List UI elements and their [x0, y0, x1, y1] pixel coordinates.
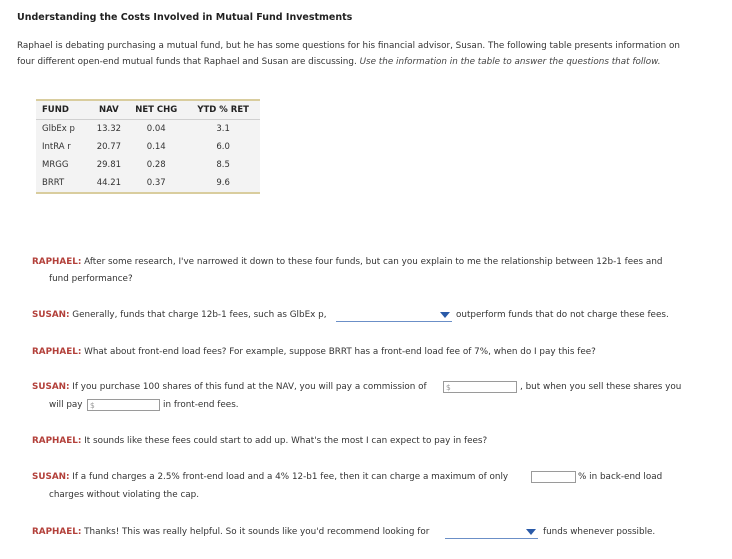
cell-fund: IntRA r — [42, 142, 71, 152]
table-row — [36, 156, 260, 174]
cell-net-chg: 0.28 — [146, 160, 166, 170]
question-text: After some research, I've narrowed it down to these four funds, but can you explain to me the relationship between 12b-1 fees and — [81, 257, 663, 267]
cell-fund: BRRT — [42, 178, 65, 188]
front-end-fee-input[interactable]: $ — [87, 399, 160, 411]
raphael-question-2 — [32, 343, 596, 361]
cell-net-chg: 0.37 — [146, 178, 166, 188]
table-row — [36, 120, 260, 139]
raphael-question-3 — [32, 432, 487, 450]
intro-line-1: Raphael is debating purchasing a mutual fund, but he has some questions for his financial advisor, Susan. The following table presents information on — [17, 41, 680, 51]
cell-ytd-ret: 8.5 — [216, 160, 230, 170]
cell-ytd-ret: 9.6 — [216, 178, 230, 188]
cell-ytd-ret: 6.0 — [216, 142, 230, 152]
susan-answer-1-end: outperform funds that do not charge these fees. — [456, 310, 669, 320]
susan-answer-3-line2: charges without violating the cap. — [49, 490, 200, 500]
answer-text: If a fund charges a 2.5% front-end load and a 4% 12-b1 fee, then it can charge a maximum of only — [69, 472, 509, 482]
susan-answer-3 — [32, 468, 508, 486]
header-ytd-ret: YTD % RET — [197, 105, 249, 115]
speaker-raphael: RAPHAEL: — [32, 436, 82, 446]
chevron-down-icon — [526, 529, 536, 535]
question-text: It sounds like these fees could start to add up. What's the most I can expect to pay in fees? — [81, 436, 488, 446]
speaker-susan: SUSAN: — [32, 310, 70, 320]
answer-text: Generally, funds that charge 12b-1 fees, such as GlbEx p, — [69, 310, 327, 320]
speaker-susan: SUSAN: — [32, 472, 70, 482]
back-end-load-input[interactable] — [531, 471, 576, 483]
fund-type-dropdown[interactable] — [445, 525, 538, 539]
susan-answer-2-mid: , but when you sell these shares you — [520, 382, 682, 392]
cell-net-chg: 0.14 — [146, 142, 166, 152]
intro-line-2: four different open-end mutual funds that Raphael and Susan are discussing. — [17, 57, 360, 67]
fund-table — [36, 99, 260, 194]
header-fund: FUND — [42, 105, 69, 115]
performance-dropdown[interactable] — [336, 308, 452, 322]
chevron-down-icon — [440, 312, 450, 318]
table-row — [36, 174, 260, 192]
susan-answer-2-line2: will pay — [49, 400, 83, 410]
susan-answer-2-end: in front-end fees. — [163, 400, 239, 410]
susan-answer-2 — [32, 378, 427, 396]
cell-ytd-ret: 3.1 — [216, 124, 230, 134]
cell-nav: 44.21 — [96, 178, 122, 188]
raphael-question-1-cont: fund performance? — [49, 274, 133, 284]
intro-paragraph — [17, 38, 717, 70]
cell-fund: GlbEx p — [42, 124, 75, 134]
cell-nav: 13.32 — [96, 124, 122, 134]
commission-input[interactable]: $ — [443, 381, 517, 393]
susan-answer-1 — [32, 306, 327, 324]
header-nav: NAV — [99, 105, 119, 115]
speaker-raphael: RAPHAEL: — [32, 527, 82, 537]
susan-answer-3-end: % in back-end load — [578, 472, 663, 482]
question-text: What about front-end load fees? For example, suppose BRRT has a front-end load fee of 7%, when do I pay this fee? — [81, 347, 596, 357]
page-title: Understanding the Costs Involved in Mutual Fund Investments — [17, 12, 353, 23]
raphael-question-1 — [32, 253, 722, 271]
question-text: Thanks! This was really helpful. So it sounds like you'd recommend looking for — [81, 527, 430, 537]
table-header-row — [36, 101, 260, 120]
answer-text: If you purchase 100 shares of this fund at the NAV, you will pay a commission of — [69, 382, 427, 392]
speaker-raphael: RAPHAEL: — [32, 347, 82, 357]
table-row — [36, 138, 260, 156]
cell-nav: 29.81 — [96, 160, 122, 170]
cell-nav: 20.77 — [96, 142, 122, 152]
header-net-chg: NET CHG — [135, 105, 178, 115]
raphael-question-4-end: funds whenever possible. — [543, 527, 656, 537]
cell-net-chg: 0.04 — [146, 124, 166, 134]
speaker-raphael: RAPHAEL: — [32, 257, 82, 267]
raphael-question-4 — [32, 523, 429, 541]
speaker-susan: SUSAN: — [32, 382, 70, 392]
cell-fund: MRGG — [42, 160, 69, 170]
intro-instruction: Use the information in the table to answer the questions that follow. — [359, 57, 661, 67]
